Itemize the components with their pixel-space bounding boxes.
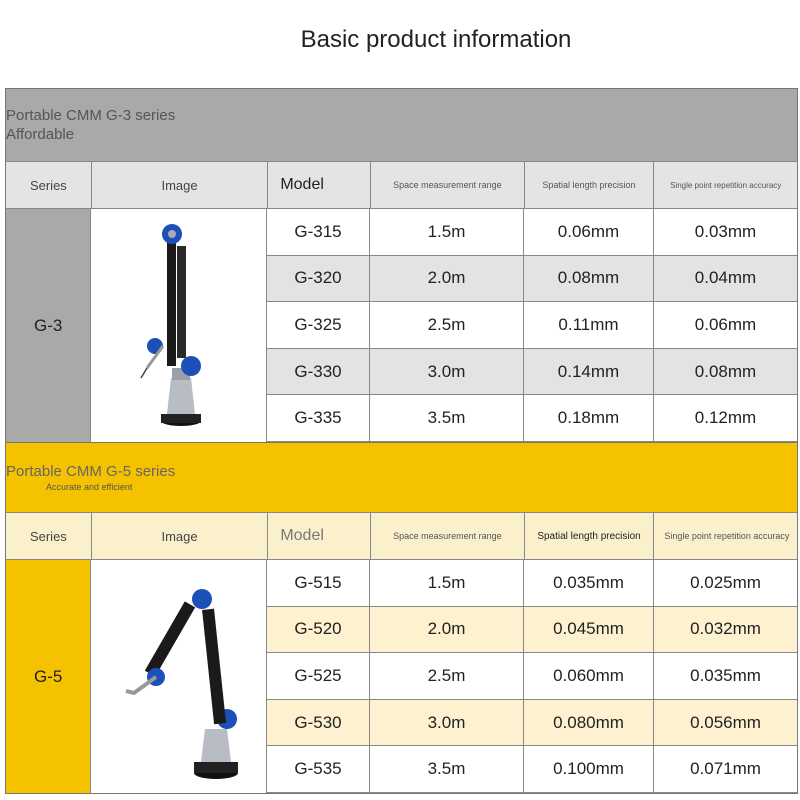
range-cell: 3.0m (370, 349, 524, 396)
range-cell: 2.0m (370, 607, 524, 654)
g5-product-image (91, 560, 267, 793)
header-range: Space measurement range (371, 162, 525, 209)
precision-cell: 0.08mm (524, 256, 654, 303)
header-model: Model (268, 162, 371, 209)
repeat-cell: 0.056mm (654, 700, 797, 747)
g5-banner-title: Portable CMM G-5 series (6, 463, 176, 480)
g5-banner (6, 443, 797, 513)
g5-series-table (5, 442, 798, 794)
repeat-cell: 0.08mm (654, 349, 797, 396)
repeat-cell: 0.025mm (654, 560, 797, 607)
header-range: Space measurement range (371, 513, 525, 560)
precision-cell: 0.14mm (524, 349, 654, 396)
precision-cell: 0.035mm (524, 560, 654, 607)
model-cell: G-525 (267, 653, 370, 700)
header-model: Model (268, 513, 371, 560)
g5-banner-subtitle: Accurate and efficient (46, 482, 133, 492)
model-cell: G-535 (267, 746, 370, 793)
header-image: Image (92, 513, 269, 560)
header-series: Series (6, 513, 92, 560)
repeat-cell: 0.12mm (654, 395, 797, 442)
g5-data-rows (267, 560, 797, 793)
range-cell: 3.5m (370, 395, 524, 442)
range-cell: 2.0m (370, 256, 524, 303)
precision-cell: 0.100mm (524, 746, 654, 793)
range-cell: 3.0m (370, 700, 524, 747)
repeat-cell: 0.071mm (654, 746, 797, 793)
header-image: Image (92, 162, 269, 209)
table-row (267, 700, 797, 747)
precision-cell: 0.045mm (524, 607, 654, 654)
header-repeat: Single point repetition accuracy (654, 513, 797, 560)
range-cell: 3.5m (370, 746, 524, 793)
precision-cell: 0.18mm (524, 395, 654, 442)
header-series: Series (6, 162, 92, 209)
table-row (267, 746, 797, 793)
g3-product-image (91, 209, 267, 442)
table-row (267, 607, 797, 654)
table-row (267, 653, 797, 700)
g3-banner-subtitle: Affordable (6, 126, 75, 143)
g3-banner-title: Portable CMM G-3 series (6, 107, 176, 124)
table-row (267, 302, 797, 349)
table-row (267, 560, 797, 607)
precision-cell: 0.06mm (524, 209, 654, 256)
repeat-cell: 0.035mm (654, 653, 797, 700)
g3-series-label: G-3 (6, 209, 91, 442)
range-cell: 2.5m (370, 302, 524, 349)
g5-series-label: G-5 (6, 560, 91, 793)
model-cell: G-315 (267, 209, 370, 256)
table-row (267, 395, 797, 442)
table-row (267, 256, 797, 303)
model-cell: G-520 (267, 607, 370, 654)
g3-data-rows (267, 209, 797, 442)
g3-body (6, 209, 797, 442)
header-precision: Spatial length precision (525, 513, 655, 560)
precision-cell: 0.060mm (524, 653, 654, 700)
precision-cell: 0.080mm (524, 700, 654, 747)
model-cell: G-320 (267, 256, 370, 303)
model-cell: G-325 (267, 302, 370, 349)
precision-cell: 0.11mm (524, 302, 654, 349)
range-cell: 1.5m (370, 560, 524, 607)
cmm-arm-g5-image (104, 569, 254, 784)
g5-body (6, 560, 797, 793)
repeat-cell: 0.03mm (654, 209, 797, 256)
header-precision: Spatial length precision (525, 162, 655, 209)
g3-header-row (6, 162, 797, 209)
cmm-arm-g3-image (119, 218, 239, 433)
repeat-cell: 0.04mm (654, 256, 797, 303)
g3-series-table (5, 88, 798, 443)
range-cell: 2.5m (370, 653, 524, 700)
table-row (267, 349, 797, 396)
model-cell: G-330 (267, 349, 370, 396)
model-cell: G-530 (267, 700, 370, 747)
g5-header-row (6, 513, 797, 560)
table-row (267, 209, 797, 256)
repeat-cell: 0.032mm (654, 607, 797, 654)
g3-banner (6, 89, 797, 162)
range-cell: 1.5m (370, 209, 524, 256)
header-repeat: Single point repetition accuracy (654, 162, 797, 209)
page-title: Basic product information (300, 26, 572, 53)
repeat-cell: 0.06mm (654, 302, 797, 349)
model-cell: G-335 (267, 395, 370, 442)
model-cell: G-515 (267, 560, 370, 607)
